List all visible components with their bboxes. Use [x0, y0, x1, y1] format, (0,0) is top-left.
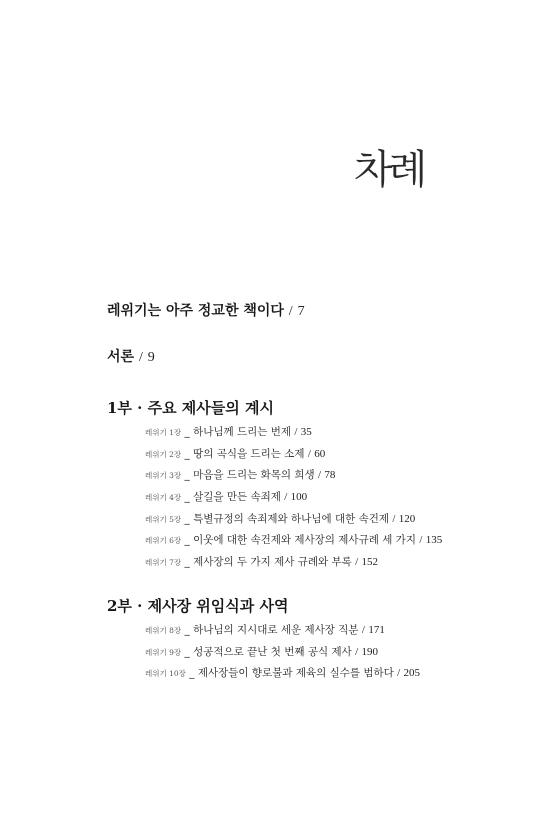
chapter-title: 마음을 드리는 화목의 희생 [193, 469, 315, 482]
chapter-title: 제사장들이 향로불과 제육의 실수를 범하다 [197, 667, 394, 680]
page-separator: / [355, 645, 359, 658]
page-number: 7 [297, 304, 305, 319]
page-number: 190 [361, 645, 379, 658]
chapter-title: 하나님께 드리는 번제 [193, 426, 292, 438]
page-separator: / [419, 534, 423, 547]
chapter-entry [145, 465, 537, 487]
chapter-label: 레위기 5장 [145, 514, 182, 524]
chapter-title: 살길을 만든 속죄제 [193, 490, 281, 503]
chapter-title: 땅의 곡식을 드리는 소제 [193, 447, 305, 460]
page-separator: / [355, 555, 359, 568]
chapter-label: 레위기 10장 [145, 669, 186, 679]
label-separator: _ [184, 512, 190, 525]
page-separator: / [288, 304, 293, 319]
label-separator: _ [184, 469, 190, 482]
chapter-label: 레위기 1장 [145, 428, 182, 437]
page-separator: / [284, 490, 288, 503]
page-separator: / [318, 469, 322, 482]
toc-entry [107, 301, 305, 322]
chapter-title: 제사장의 두 가지 제사 규례와 부록 [193, 555, 352, 568]
chapter-title: 하나님의 지시대로 세운 제사장 직분 [193, 624, 359, 636]
chapter-label: 레위기 8장 [145, 626, 182, 635]
chapter-label: 레위기 2장 [145, 449, 182, 459]
label-separator: _ [184, 624, 190, 636]
chapter-entry [145, 552, 537, 574]
page-separator: / [392, 512, 396, 525]
chapter-list [107, 620, 537, 685]
chapter-label: 레위기 3장 [145, 471, 182, 481]
page-number: 9 [147, 350, 155, 365]
part-heading: 2부 · 제사장 위임식과 사역 [107, 597, 289, 615]
chapter-entry [145, 642, 537, 664]
page-number: 100 [290, 490, 308, 503]
chapter-label: 레위기 7장 [145, 557, 182, 567]
part-section [107, 596, 537, 685]
label-separator: _ [184, 555, 190, 568]
chapter-entry [145, 509, 537, 531]
page-number: 78 [324, 469, 336, 482]
chapter-entry [145, 444, 537, 466]
entry-title: 서론 [107, 349, 135, 365]
page-separator: / [307, 447, 311, 460]
chapter-list [107, 422, 537, 574]
page-separator: / [138, 350, 143, 365]
page-separator: / [397, 667, 401, 680]
chapter-entry [145, 422, 537, 444]
chapter-label: 레위기 6장 [145, 536, 182, 546]
label-separator: _ [184, 447, 190, 460]
page-number: 60 [314, 447, 326, 460]
page-number: 120 [398, 512, 416, 525]
label-separator: _ [184, 645, 190, 658]
page-number: 35 [300, 426, 312, 438]
chapter-entry [145, 663, 537, 685]
chapter-title: 이웃에 대한 속건제와 제사장의 제사규례 세 가지 [193, 534, 416, 547]
part-section [107, 398, 537, 574]
chapter-label: 레위기 9장 [145, 647, 182, 657]
label-separator: _ [184, 534, 190, 547]
chapter-entry [145, 620, 537, 642]
contents-title: 차례 [354, 147, 424, 193]
page-separator: / [294, 426, 298, 438]
page-number: 171 [368, 624, 385, 636]
chapter-title: 성공적으로 끝난 첫 번째 공식 제사 [193, 645, 352, 658]
label-separator: _ [184, 426, 190, 438]
page-number: 205 [403, 667, 421, 680]
toc-entry [107, 347, 155, 368]
chapter-entry [145, 487, 537, 509]
chapter-label: 레위기 4장 [145, 492, 182, 502]
label-separator: _ [189, 667, 195, 680]
page-number: 135 [425, 534, 443, 547]
label-separator: _ [184, 490, 190, 503]
page-number: 152 [361, 555, 379, 568]
page-separator: / [361, 624, 365, 636]
entry-title: 레위기는 아주 정교한 책이다 [107, 303, 284, 319]
chapter-title: 특별규정의 속죄제와 하나님에 대한 속건제 [193, 512, 390, 525]
part-heading: 1부 · 주요 제사들의 계시 [107, 399, 274, 417]
chapter-entry [145, 530, 537, 552]
